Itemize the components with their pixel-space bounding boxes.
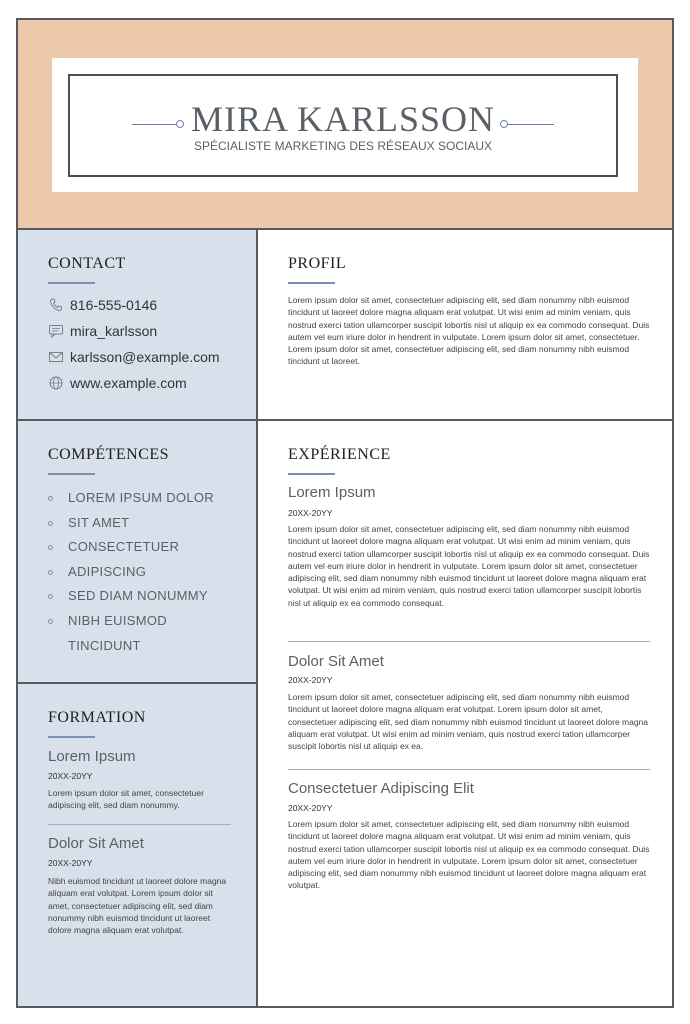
experience-entry-date: 20XX-20YY — [288, 803, 333, 813]
chat-icon — [48, 323, 64, 339]
name-frame — [68, 74, 618, 177]
chat-text: mira_karlsson — [70, 323, 158, 339]
skill-label: CONSECTETUER — [68, 539, 180, 555]
contact-phone — [48, 297, 157, 313]
education-separator — [48, 824, 231, 825]
skill-label: ADIPISCING — [68, 563, 147, 579]
profile-text: Lorem ipsum dolor sit amet, consectetuer adipiscing elit, sed diam nonummy nibh euismod tincidunt ut laoreet dolore magna aliquam erat volutpat. Ut wisi enim ad minim veniam, quis nostrud exerci tation ullamcorper suscipit lobortis nisl ut aliquip ex ea commodo consequat. Duis autem vel eum iriure dolor in hendrerit in vulputate. Lorem ipsum dolor sit amet, consectetuer. Lorem ipsum dolor sit amet, consectetuer adipiscing elit, sed diam nonummy nibh euismod tincidunt ut laoreet. — [288, 295, 650, 367]
contact-website — [48, 375, 187, 391]
skill-item — [48, 486, 238, 511]
skill-item — [48, 584, 238, 609]
email-icon — [48, 349, 64, 365]
phone-text: 816-555-0146 — [70, 297, 158, 313]
education-entry-text: Nibh euismod tincidunt ut laoreet dolore magna aliquam erat volutpat. Lorem ipsum dolor sit amet, consectetuer adipiscing elit, sed diam nonummy nibh euismod tincidunt ut laoreet dolore magna aliquam erat volutpat. — [48, 876, 227, 936]
section-divider — [18, 419, 672, 421]
bullet-icon — [48, 496, 53, 501]
header-panel — [52, 58, 638, 192]
skill-item — [48, 560, 238, 585]
contact-underline — [48, 282, 95, 284]
profile-heading: PROFIL — [288, 255, 347, 272]
bullet-icon — [48, 545, 53, 550]
skills-underline — [48, 473, 95, 475]
experience-heading: EXPÉRIENCE — [288, 446, 391, 463]
skill-label: LOREM IPSUM DOLOR — [68, 490, 214, 505]
contact-heading: CONTACT — [48, 255, 126, 272]
job-title: SPÉCIALISTE MARKETING DES RÉSEAUX SOCIAUX — [193, 139, 493, 153]
education-entry-date: 20XX-20YY — [48, 771, 93, 781]
education-entry-title: Dolor Sit Amet — [48, 835, 144, 852]
skill-label: NIBH EUISMOD TINCIDUNT — [68, 612, 167, 653]
experience-separator — [288, 641, 650, 642]
education-entry-date: 20XX-20YY — [48, 858, 93, 868]
experience-separator — [288, 769, 650, 770]
header-band — [18, 20, 672, 230]
experience-underline — [288, 473, 335, 475]
contact-chat — [48, 323, 157, 339]
bullet-icon — [48, 570, 53, 575]
skills-heading: COMPÉTENCES — [48, 446, 170, 463]
globe-icon — [48, 375, 64, 391]
skills-list — [48, 486, 238, 658]
experience-entry-title: Consectetuer Adipiscing Elit — [288, 780, 474, 797]
education-entry-title: Lorem Ipsum — [48, 748, 136, 765]
education-entry-text: Lorem ipsum dolor sit amet, consectetuer adipiscing elit, sed diam nonummy. — [48, 788, 204, 811]
experience-entry-text: Lorem ipsum dolor sit amet, consectetuer adipiscing elit, sed diam nonummy nibh euismod tincidunt ut laoreet dolore magna aliquam erat volutpat. Lorem ipsum dolor sit amet, consectetuer adipiscing elit, sed diam nonummy nibh euismod tincidunt ut laoreet dolore magna aliquam erat volutpat. Ut wisi enim ad minim veniam, quis nostrud exerci tation ullamcorper suscipit lobortis nisl ut aliquip ex ea. — [288, 692, 649, 752]
education-heading: FORMATION — [48, 709, 146, 726]
phone-icon — [48, 297, 64, 313]
bullet-icon — [48, 594, 53, 599]
profile-underline — [288, 282, 335, 284]
experience-entry-date: 20XX-20YY — [288, 508, 333, 518]
skill-item — [48, 535, 238, 560]
skill-item — [48, 609, 208, 658]
sidebar-divider — [18, 682, 258, 684]
website-text: www.example.com — [70, 375, 187, 391]
experience-entry-date: 20XX-20YY — [288, 675, 333, 685]
contact-email — [48, 349, 220, 365]
education-underline — [48, 736, 95, 738]
skill-item — [48, 511, 238, 536]
experience-entry-title: Lorem Ipsum — [288, 484, 376, 501]
experience-entry-text: Lorem ipsum dolor sit amet, consectetuer adipiscing elit, sed diam nonummy nibh euismod tincidunt ut laoreet dolore magna aliquam erat volutpat. Ut wisi enim ad minim veniam, quis nostrud exerci tation ullamcorper suscipit lobortis nisl ut aliquip ex ea commodo consequat. Duis autem vel eum iriure dolor in hendrerit in vulputate. Lorem ipsum dolor sit amet, consectetuer adipiscing elit, sed diam nonummy nibh euismod tincidunt ut laoreet dolore magna aliquam erat volutpat. Ut wisi enim ad minim veniam, quis nostrud exerci tation ullamcorper suscipit lobortis nisl ut aliquip ex ea commodo consequat. — [288, 524, 650, 608]
email-text: karlsson@example.com — [70, 349, 220, 365]
experience-entry-text: Lorem ipsum dolor sit amet, consectetuer adipiscing elit, sed diam nonummy nibh euismod tincidunt ut laoreet dolore magna aliquam erat volutpat. Ut wisi enim ad minim veniam, quis nostrud exerci tation ullamcorper suscipit lobortis nisl ut aliquip ex ea commodo consequat. Duis autem vel eum iriure dolor in hendrerit in vulputate. Lorem ipsum dolor sit amet, consectetuer adipiscing elit, sed diam nonummy nibh euismod tincidunt ut laoreet dolore magna aliquam erat volutpat. — [288, 819, 650, 891]
person-name: MIRA KARLSSON — [190, 99, 496, 139]
resume-page — [16, 18, 674, 1008]
skill-label: SIT AMET — [68, 514, 130, 530]
bullet-icon — [48, 619, 53, 624]
skill-label: SED DIAM NONUMMY — [68, 588, 208, 604]
experience-entry-title: Dolor Sit Amet — [288, 653, 384, 670]
bullet-icon — [48, 521, 53, 526]
